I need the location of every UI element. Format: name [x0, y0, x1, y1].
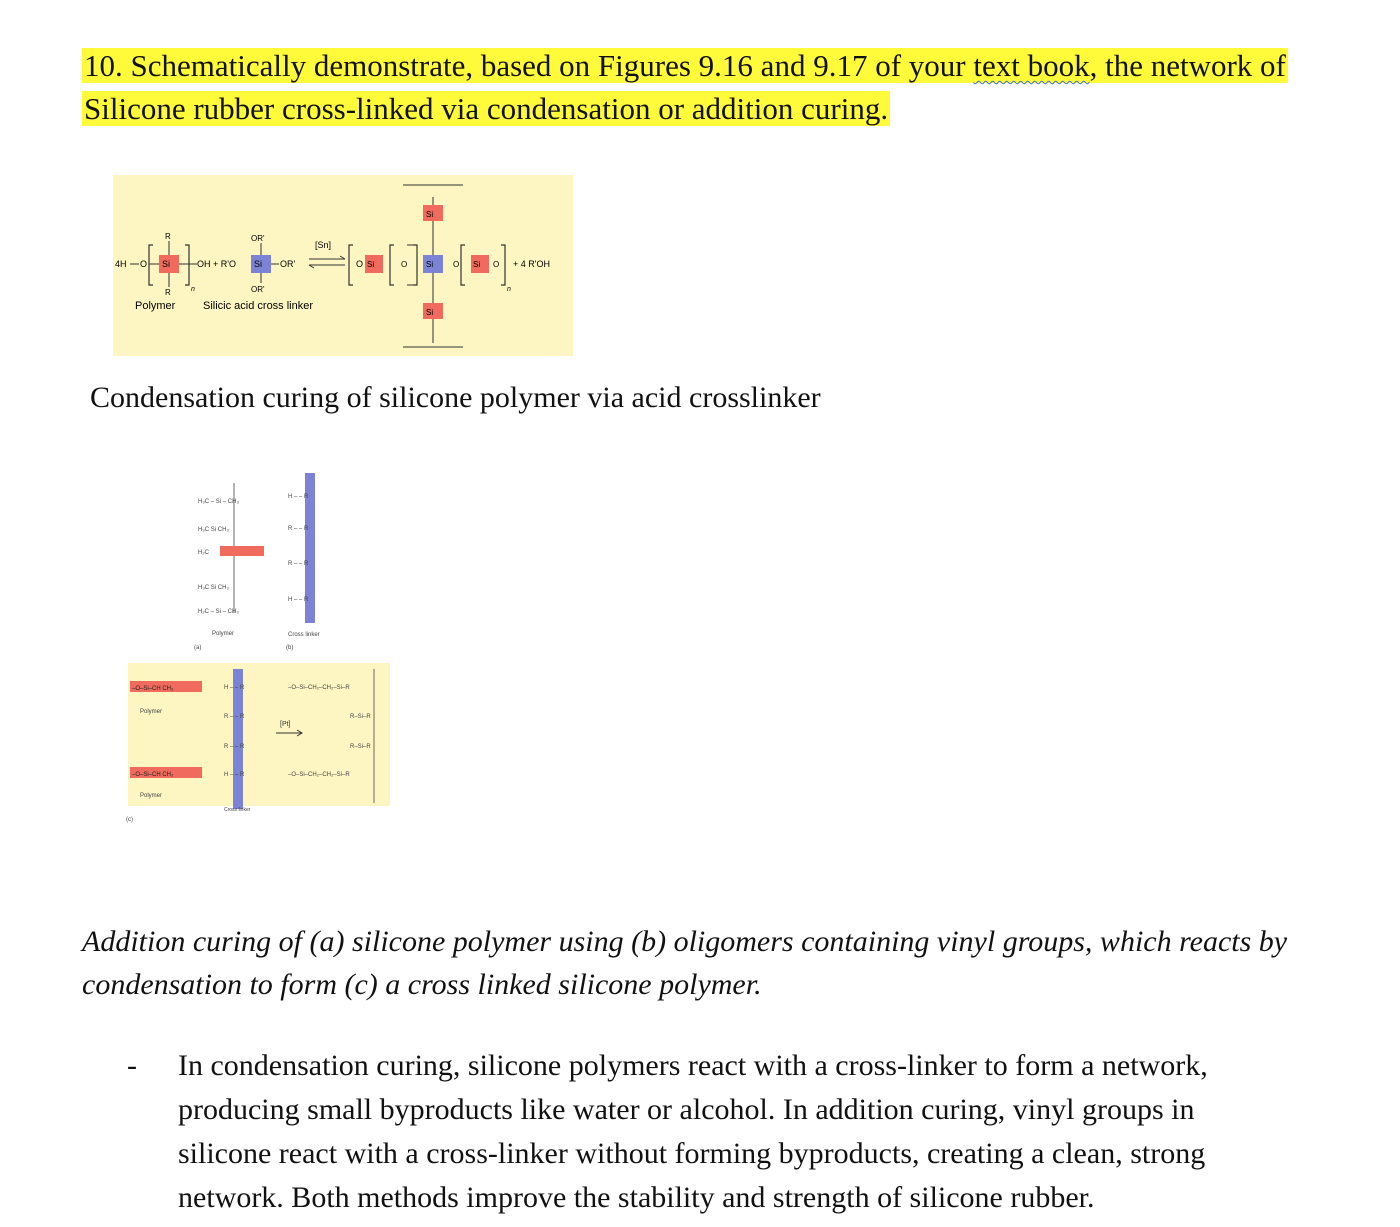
condensation-caption: Condensation curing of silicone polymer via acid crosslinker — [90, 381, 821, 414]
svg-text:H₃C Si CH₃: H₃C Si CH₃ — [198, 527, 229, 533]
tin-catalyst: [Sn] — [315, 240, 332, 250]
svg-text:Si: Si — [426, 210, 434, 219]
svg-text:H – – R: H – – R — [224, 772, 245, 778]
svg-text:Si: Si — [473, 260, 481, 269]
crosslinker-label-b: Cross linker — [288, 632, 320, 638]
svg-text:R–Si–R: R–Si–R — [350, 744, 371, 750]
svg-text:O: O — [453, 260, 460, 269]
svg-text:H₃C – Si – CH₃: H₃C – Si – CH₃ — [198, 499, 239, 505]
panel-b-crosslinker — [286, 473, 320, 651]
or-group: OR' — [251, 285, 265, 294]
panel-label-b: (b) — [286, 645, 294, 651]
svg-text:Polymer: Polymer — [140, 793, 163, 799]
platinum-catalyst: [Pt] — [280, 721, 291, 728]
question-body-start: Schematically demonstrate, based on Figures 9.16 and 9.17 of your — [130, 48, 974, 83]
svg-text:–O–Si–CH CH₂: –O–Si–CH CH₂ — [132, 772, 174, 778]
svg-text:O: O — [401, 260, 408, 269]
si-label: Si — [254, 259, 263, 269]
or-group: OR' — [251, 234, 265, 243]
svg-text:Si: Si — [426, 308, 434, 317]
oh-plus-label: OH + R'O — [197, 259, 236, 269]
hydrogen-prefix: 4H — [115, 259, 127, 269]
svg-text:–O–Si–CH₂–CH₂–Si–R: –O–Si–CH₂–CH₂–Si–R — [288, 772, 350, 778]
or-group: OR' — [280, 259, 296, 269]
addition-curing-figure — [128, 463, 393, 823]
svg-text:H₂C: H₂C — [198, 550, 209, 556]
svg-text:H – – R: H – – R — [288, 494, 309, 500]
panel-label-a: (a) — [194, 645, 202, 651]
svg-text:Si: Si — [426, 260, 434, 269]
r-group: R — [165, 288, 171, 297]
svg-text:H – – R: H – – R — [288, 597, 309, 603]
polymer-label: Polymer — [135, 300, 176, 312]
svg-text:Polymer: Polymer — [140, 709, 163, 715]
spellcheck-underlined-text: text book — [973, 48, 1090, 83]
panel-label-c: (c) — [126, 817, 133, 823]
byproduct-label: + 4 R'OH — [513, 259, 550, 269]
svg-text:n: n — [507, 286, 511, 293]
svg-text:R–Si–R: R–Si–R — [350, 714, 371, 720]
r-group: R — [165, 232, 171, 241]
svg-text:H₂C – Si – CH₃: H₂C – Si – CH₃ — [198, 609, 239, 615]
svg-text:–O–Si–CH CH₂: –O–Si–CH CH₂ — [132, 686, 174, 692]
condensation-curing-figure — [113, 175, 573, 356]
svg-text:R – – R: R – – R — [288, 526, 309, 532]
answer-text: In condensation curing, silicone polymers react with a cross-linker to form a network, producing small byproducts like water or alcohol. In addition curing, vinyl groups in silicone react with a cross-linker without forming byproducts, creating a clean, strong network. Both methods improve the stability and strength of silicone rubber. — [178, 1049, 1208, 1214]
svg-text:–O–Si–CH₂–CH₂–Si–R: –O–Si–CH₂–CH₂–Si–R — [288, 685, 350, 691]
svg-text:R – – R: R – – R — [288, 561, 309, 567]
question-number: 10. — [84, 48, 123, 83]
polymer-label-a: Polymer — [212, 631, 235, 637]
addition-caption: Addition curing of (a) silicone polymer using (b) oligomers containing vinyl groups, which reacts by condensation to form (c) a cross linked silicone polymer. — [82, 925, 1288, 1001]
question-text — [82, 44, 1332, 130]
si-label: Si — [162, 259, 171, 269]
question-body-end: , the network of Silicone rubber cross-linked via condensation or addition curing. — [84, 48, 1286, 126]
bullet-marker: - — [127, 1049, 137, 1082]
svg-text:Si: Si — [367, 260, 375, 269]
oxygen-label: O — [140, 259, 148, 269]
crosslinker-label: Silicic acid cross linker — [203, 300, 314, 312]
svg-text:R – – R: R – – R — [224, 714, 245, 720]
svg-text:H – – R: H – – R — [224, 685, 245, 691]
panel-a-polymer — [194, 483, 264, 651]
svg-text:O: O — [356, 259, 364, 269]
svg-text:H₃C Si CH₃: H₃C Si CH₃ — [198, 585, 229, 591]
repeat-n: n — [191, 286, 195, 293]
svg-text:R – – R: R – – R — [224, 744, 245, 750]
svg-text:O: O — [493, 260, 500, 269]
svg-text:Cross linker: Cross linker — [224, 807, 251, 813]
